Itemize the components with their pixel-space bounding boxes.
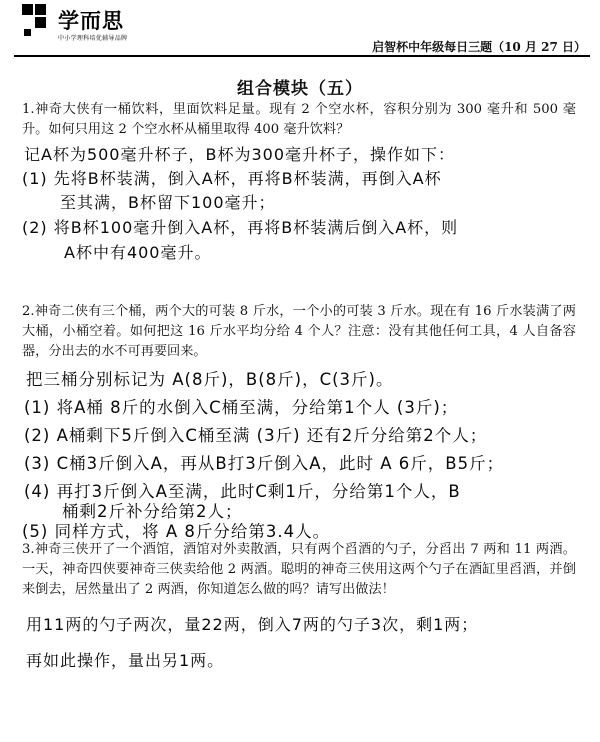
question-3-text: 3.神奇三侠开了一个酒馆，酒馆对外卖散酒，只有两个舀酒的勺子，分舀出 7 两和 11 两酒。一天，神奇四侠要神奇三侠卖给他 2 两酒。聪明的神奇三侠用这两个勺子在酒缸里舀酒，并倒来倒去，居然量出了 2 两酒，你知道怎么做的吗？请写出做法！ — [22, 542, 576, 597]
q3-answer-line: 用11两的勺子两次，量22两，倒入7两的勺子3次，剩1两； — [26, 615, 479, 634]
logo-mark-icon — [20, 2, 50, 38]
logo-text: 学而思 — [58, 9, 124, 33]
question-2-text: 2.神奇二侠有三个桶，两个大的可装 8 斤水，一个小的可装 3 斤水。现在有 16 斤水装满了两大桶，小桶空着。如何把这 16 斤水平均分给 4 个人？注意：没有其他任何工具，4 人自备容器，分出去的水不可再要回来。 — [22, 304, 576, 359]
header-title: 启智杯中年级每日三题（10 月 27 日） — [372, 40, 586, 54]
q1-answer-line: 至其满，B杯留下100毫升； — [60, 193, 276, 212]
q2-answer-line: (2) A桶剩下5斤倒入C桶至满 (3斤) 还有2斤分给第2个人； — [24, 426, 488, 445]
q1-answer-line: (2) 将B杯100毫升倒入A杯，再将B杯装满后倒入A杯，则 — [22, 218, 459, 237]
q2-answer-line: (5) 同样方式，将 A 8斤分给第3.4人。 — [22, 522, 331, 541]
logo-tagline: 中小学理科培优辅导品牌 — [58, 35, 128, 42]
logo — [20, 2, 160, 46]
q1-answer-line: 记A杯为500毫升杯子，B杯为300毫升杯子，操作如下： — [24, 145, 456, 164]
q2-answer-line: 桶剩2斤补分给第2人； — [62, 502, 243, 521]
q3-answer-line: 再如此操作，量出另1两。 — [26, 651, 225, 670]
q2-answer-line: 把三桶分别标记为 A(8斤)，B(8斤)，C(3斤)。 — [26, 370, 394, 389]
q1-answer-line: (1) 先将B杯装满，倒入A杯，再将B杯装满，再倒入A杯 — [22, 169, 442, 188]
question-1-text: 1.神奇大侠有一桶饮料，里面饮料足量。现有 2 个空水杯，容积分别为 300 毫升和 500 毫升。如何只用这 2 个空水杯从桶里取得 400 毫升饮料？ — [22, 102, 576, 137]
q2-answer-line: (1) 将A桶 8斤的水倒入C桶至满，分给第1个人 (3斤)； — [24, 398, 459, 417]
page-title: 组合模块（五） — [237, 79, 363, 99]
header-divider — [14, 55, 590, 57]
q2-answer-line: (4) 再打3斤倒入A至满，此时C剩1斤，分给第1个人，B — [24, 482, 461, 501]
q1-answer-line: A杯中有400毫升。 — [64, 243, 212, 262]
q2-answer-line: (3) C桶3斤倒入A，再从B打3斤倒入A，此时 A 6斤，B5斤； — [24, 454, 505, 473]
